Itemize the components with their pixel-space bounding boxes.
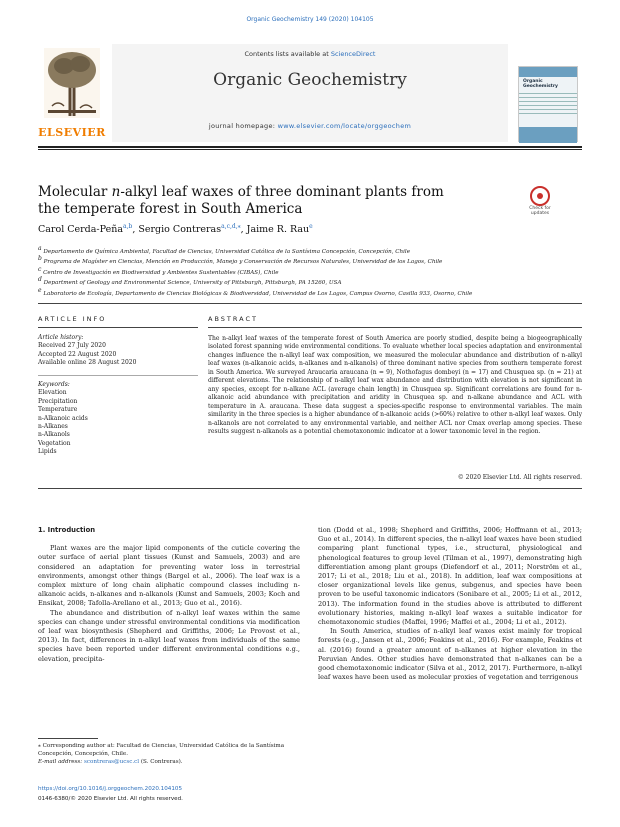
journal-cover-thumbnail[interactable] [518,66,578,142]
history-accepted: Accepted 22 August 2020 [38,350,117,358]
keyword-item: n-Alkanes [38,423,68,431]
keyword-item: n-Alkanols [38,431,70,439]
elsevier-wordmark: ELSEVIER [38,126,106,139]
author-sup[interactable]: a,c,d,⁎ [221,222,241,230]
footnote [38,742,300,766]
homepage-prefix: journal homepage: [208,122,278,130]
abstract-rule [208,327,582,328]
issn-line: 0146-6380/© 2020 Elsevier Ltd. All rights reserved. [38,796,183,802]
title-part-2: -alkyl leaf waxes of three dominant plants from the temperate forest in South America [38,184,444,217]
body-left-column [38,526,300,664]
section-rule [38,303,582,304]
email-line [38,758,300,766]
affiliation [38,257,582,267]
author-sup[interactable]: a,b [123,222,133,230]
cover-title: Organic Geochemistry [523,79,558,89]
affiliation-text: Laboratorio de Ecología, Departamento de Ciencias Biológicas & Biodiversidad, Universidad de Los Lagos, Campus Osorno, Casilla 933, Osorno, Chile [43,290,473,297]
elsevier-logo [38,44,106,142]
abstract-heading: ABSTRACT [208,315,258,323]
author-name[interactable]: Sergio Contreras [138,224,222,235]
title-italic: n [111,184,121,200]
author-list: Carol Cerda-Peña$^{a,b}$, Sergio Contreras$^{a,c,d,⁎}$, Jaime R. Rau$^e$ [38,222,313,235]
email-label: E-mail address: [38,759,84,765]
contents-prefix: Contents lists available at [244,50,331,58]
article-info-heading: ARTICLE INFO [38,315,107,323]
history-received: Received 27 July 2020 [38,342,106,350]
title-part-1: Molecular [38,184,112,200]
affiliation [38,278,582,288]
article-history [38,334,198,368]
contents-available [112,50,508,58]
check-for-updates-badge[interactable] [520,186,560,216]
body-right-column [318,526,582,682]
email-link[interactable]: scontreras@ucsc.cl [83,759,140,765]
sciencedirect-link[interactable]: ScienceDirect [330,50,376,58]
history-online: Available online 28 August 2020 [38,359,137,367]
affiliation [38,265,582,278]
homepage-link[interactable]: www.elsevier.com/locate/orggeochem [277,122,412,130]
body-paragraph: Plant waxes are the major lipid components of the cuticle covering the outer surface of aerial plant tissues (Kunst and Samuels, 2003) and are considered an adaptation for preventing water loss in terrestrial environments, amongst other things (Bargel et al., 2006). The leaf wax is a complex mixture of long chain aliphatic compound classes including n-alkanoic acids, n-alkanes and n-alkanols (Kunst and Samuels, 2003; Koch and Ensikat, 2008; Tafolla-Arellano et al., 2013; Guo et al., 2016). [38,544,300,608]
author-name[interactable]: Jaime R. Rau [246,224,310,235]
affiliation-sup: d [38,276,42,284]
check-updates-icon [530,186,550,206]
keywords [38,381,198,457]
affiliation [38,247,582,257]
corresponding-author-note: ⁎ Corresponding author at: Facultad de Ciencias, Universidad Católica de la Santísima Concepción, Concepción, Chile. [38,743,285,757]
header-rule [38,146,582,148]
body-paragraph: The abundance and distribution of n-alkyl leaf waxes within the same species can change under stressful environmental conditions via modification of leaf wax biosynthesis (Shepherd and Griffiths, 2006; Le Provost et al., 2013). In fact, differences in n-alkyl leaf waxes from individuals of the same species have been reported under different environmental conditions e.g., elevation, precipita- [38,608,300,663]
affiliation-text: Programa de Magíster en Ciencias, Mención en Producción, Manejo y Conservación de Recursos Naturales, Universidad de los Lagos, Chile [43,259,443,266]
keyword-item: Vegetation [38,439,71,447]
abstract-copyright: © 2020 Elsevier Ltd. All rights reserved. [457,474,582,481]
affiliation-text: Centro de Investigación en Biodiversidad y Ambientes Sustentables (CIBAS), Chile [43,269,279,276]
elsevier-tree-icon [44,48,100,118]
history-rule [38,375,198,376]
check-updates-label: Check for updates [529,206,551,216]
introduction-heading: 1. Introduction [38,526,96,534]
email-suffix: (S. Contreras). [139,759,183,765]
header-rule-thin [38,149,582,150]
affiliation-sup: b [38,255,42,263]
history-label: Article history: [38,334,84,341]
affiliation-list [38,247,582,299]
keyword-item: Precipitation [38,397,78,405]
journal-homepage [112,122,508,130]
keyword-item: n-Alkanoic acids [38,414,88,422]
abstract-text: The n-alkyl leaf waxes of the temperate forest of South America are poorly studied, despite being a biogeographically isolated forest spanning wide environmental conditions. To evaluate whether local species adaptation and environmental changes influence the n-alkyl leaf wax composition, we measured the molecular abundance and distribution of n-alkyl leaf waxes (n-alkanoic acids, n-alkanes and n-alkanols) of three dominant native species from southern temperate forest in South America. We surveyed Araucaria araucana (n = 9), Nothofagus dombeyi (n = 17) and Chusquea sp. (n = 21) at different elevations. The relationship of n-alkyl leaf wax abundance and distribution with elevation is not significant in any species, except for n-alkane ACL (average chain length) in Chusquea sp. Significant correlations are found for n-alkanoic acid abundance with precipitation and aridity in Chusquea sp. and n-alkane abundance and ACL with temperature in A. araucana. These data suggest a species-specific response to environmental variables. The main similarity in the three species is a higher abundance of n-alkanoic acids (>60%) relative to other n-alkyl leaf waxes. Only n-alkanols are not correlated to any environmental variable, and neither ACL nor Cmax overlap among species. These results suggest n-alkanols as a potential chemotaxonomic indicator at a lower taxonomic level in the region. [208,335,582,435]
keywords-label: Keywords: [38,381,70,388]
footnote-rule [38,738,98,739]
body-paragraph: tion (Dodd et al., 1998; Shepherd and Griffiths, 2006; Hoffmann et al., 2013; Guo et al., 2014). In different species, the n-alkyl leaf waxes have been studied comparing plant functional types, i.e., structural, physiological and phenological features to group level (Tilman et al., 1997), demonstrating high differentiation among plant groups (Diefendorf et al., 2011; Norström et al., 2017; Li et al., 2018; Liu et al., 2018). In addition, leaf wax compositions at closer organizational levels like genus, subgenus, and species have been proven to be useful taxonomic indicators (Sonibare et al., 2005; Li et al., 2012, 2013). The information found in the studies above is attributed to different evolutionary histories, making n-alkyl leaf waxes a suitable indicator for chemotaxonomic studies (Maffei, 1996; Maffei et al., 2004; Li et al., 2012). [318,526,582,627]
keyword-item: Elevation [38,389,67,397]
body-paragraph: In South America, studies of n-alkyl leaf waxes exist mainly for tropical forests (e.g., Jansen et al., 2006; Feakins et al., 2016). For example, Feakins et al. (2016) found a greater amount of n-alkanes at higher elevation in the Peruvian Andes. Other studies have demonstrated that n-alkanes can be a good chemotaxonomic indicator (Silva et al., 2012, 2017). Furthermore, n-alkyl leaf waxes have been used as molecular proxies of vegetation and terrigenous [318,627,582,682]
affiliation-text: Department of Geology and Environmental Science, University of Pittsburgh, Pittsburgh, PA 15260, USA [43,280,342,287]
article-title [38,184,468,218]
affiliation-sup: e [38,286,42,294]
affiliation-text: Departamento de Química Ambiental, Facultad de Ciencias, Universidad Católica de la Santísima Concepción, Concepción, Chile [43,249,411,255]
info-rule [38,327,198,328]
keyword-item: Temperature [38,406,78,414]
doi-link[interactable]: https://doi.org/10.1016/j.orggeochem.2020.104105 [38,786,183,792]
author-name[interactable]: Carol Cerda-Peña [38,224,124,235]
affiliation [38,286,582,299]
journal-name: Organic Geochemistry [213,70,407,90]
keyword-item: Lipids [38,448,57,456]
journal-citation[interactable]: Organic Geochemistry 149 (2020) 104105 [246,16,374,23]
author-sup[interactable]: e [309,222,313,230]
affiliation-sup: a [38,245,42,253]
abstract-end-rule [38,488,582,489]
affiliation-sup: c [38,265,42,273]
